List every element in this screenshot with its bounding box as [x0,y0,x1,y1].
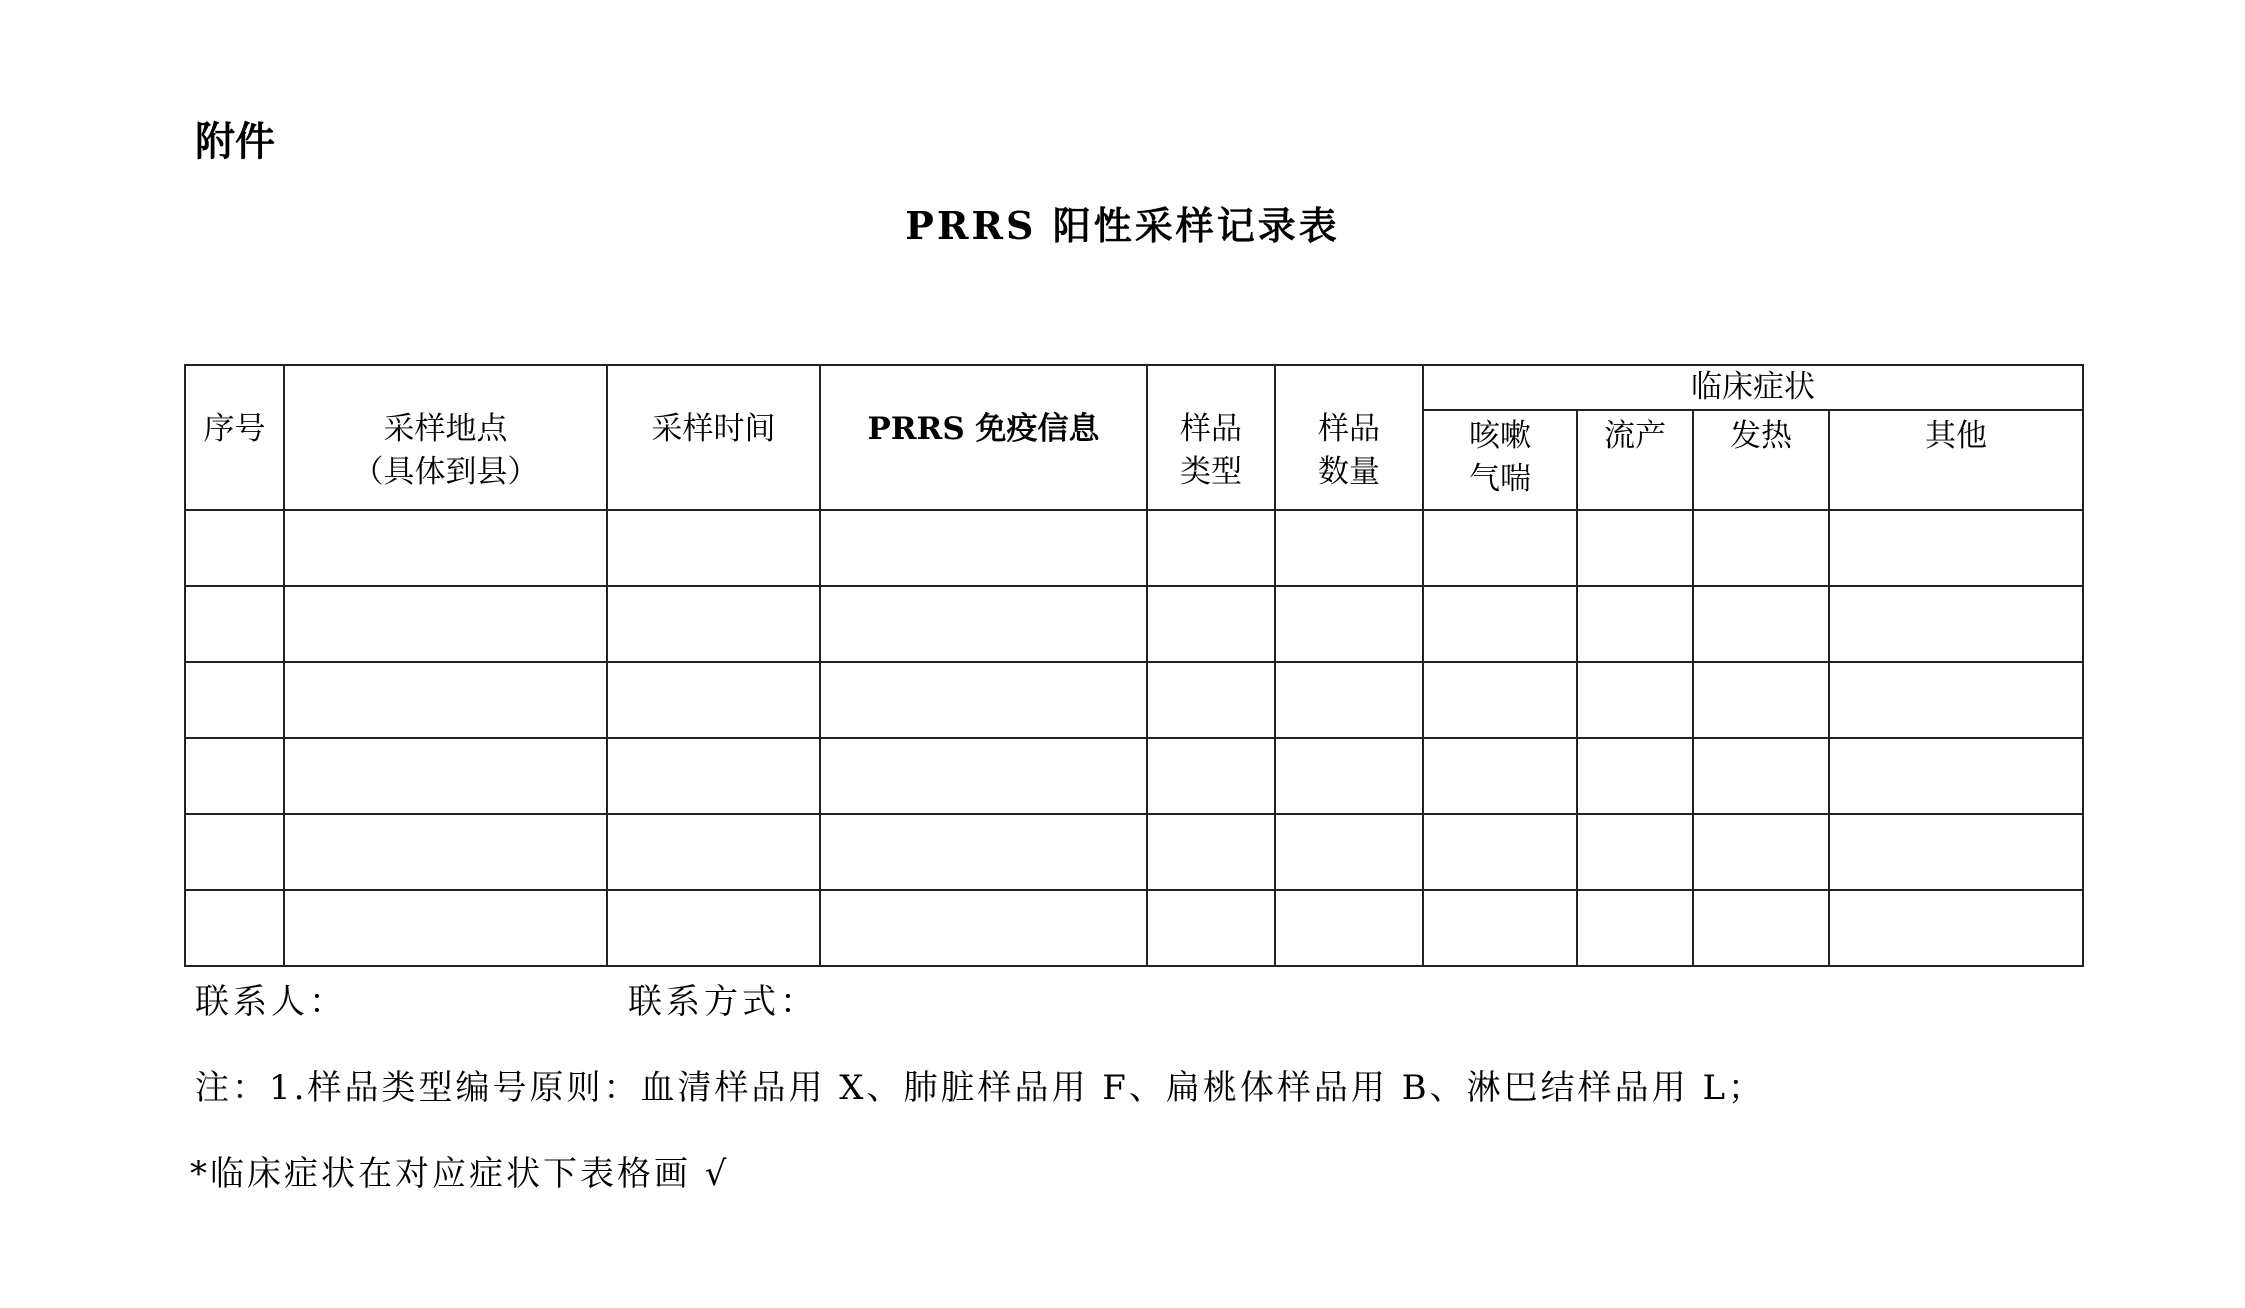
table-row [185,586,2083,662]
table-cell[interactable] [1693,814,1829,890]
table-row [185,510,2083,586]
table-cell[interactable] [1829,890,2083,966]
table-cell[interactable] [820,738,1147,814]
table-cell[interactable] [1693,510,1829,586]
header-fever: 发热 [1693,410,1829,510]
table-cell[interactable] [284,586,607,662]
table-cell[interactable] [820,510,1147,586]
table-cell[interactable] [1423,586,1577,662]
table-cell[interactable] [1275,738,1423,814]
table-cell[interactable] [284,662,607,738]
table-cell[interactable] [1577,814,1693,890]
header-other: 其他 [1829,410,2083,510]
table-cell[interactable] [1829,738,2083,814]
table-cell[interactable] [1275,890,1423,966]
table-cell[interactable] [820,814,1147,890]
table-cell[interactable] [820,662,1147,738]
table-cell[interactable] [185,738,284,814]
table-cell[interactable] [1423,738,1577,814]
header-clinical-symptoms: 临床症状 [1423,365,2083,410]
table-cell[interactable] [1147,890,1275,966]
header-sample-count: 样品 数量 [1275,365,1423,510]
table-cell[interactable] [1147,586,1275,662]
table-cell[interactable] [185,662,284,738]
document-title: PRRS 阳性采样记录表 [905,203,1340,248]
header-seq: 序号 [185,365,284,510]
table-cell[interactable] [1147,662,1275,738]
header-immunization: PRRS 免疫信息 [820,365,1147,510]
table-cell[interactable] [1275,662,1423,738]
table-cell[interactable] [1147,510,1275,586]
symptom-note: *临床症状在对应症状下表格画 √ [190,1154,730,1194]
sampling-record-table [184,364,2084,967]
table-cell[interactable] [820,586,1147,662]
table-row [185,890,2083,966]
table-cell[interactable] [1577,510,1693,586]
header-cough: 咳嗽 气喘 [1423,410,1577,510]
table-cell[interactable] [607,586,820,662]
table-cell[interactable] [284,510,607,586]
table-cell[interactable] [185,586,284,662]
table-cell[interactable] [185,510,284,586]
table-row [185,738,2083,814]
table-cell[interactable] [1829,662,2083,738]
table-cell[interactable] [284,738,607,814]
table-cell[interactable] [185,890,284,966]
table-cell[interactable] [1577,662,1693,738]
table-cell[interactable] [1693,738,1829,814]
table-cell[interactable] [820,890,1147,966]
table-cell[interactable] [1275,814,1423,890]
table-cell[interactable] [1275,586,1423,662]
header-row-top [185,365,2083,410]
table-cell[interactable] [1577,738,1693,814]
table-cell[interactable] [1147,814,1275,890]
contact-person-label: 联系人： [195,982,347,1022]
header-sample-type: 样品 类型 [1147,365,1275,510]
table-cell[interactable] [607,510,820,586]
table-cell[interactable] [607,738,820,814]
table-row [185,814,2083,890]
header-abortion: 流产 [1577,410,1693,510]
table-cell[interactable] [1829,814,2083,890]
table-cell[interactable] [1829,510,2083,586]
table-cell[interactable] [1147,738,1275,814]
table-cell[interactable] [1423,662,1577,738]
table-cell[interactable] [607,662,820,738]
contact-method-label: 联系方式： [628,982,818,1022]
table-cell[interactable] [1693,890,1829,966]
table-cell[interactable] [1693,586,1829,662]
table-cell[interactable] [607,890,820,966]
header-location: 采样地点 （具体到县） [284,365,607,510]
table-cell[interactable] [284,890,607,966]
table-body [185,510,2083,966]
table-cell[interactable] [1275,510,1423,586]
table-cell[interactable] [1423,890,1577,966]
sample-type-note: 注：1.样品类型编号原则：血清样品用 X、肺脏样品用 F、扁桃体样品用 B、淋巴结样品用 L； [195,1068,1766,1108]
table-cell[interactable] [185,814,284,890]
table-cell[interactable] [284,814,607,890]
attachment-label: 附件 [195,119,275,165]
table-cell[interactable] [1693,662,1829,738]
table-cell[interactable] [1423,814,1577,890]
table-row [185,662,2083,738]
table-cell[interactable] [1829,586,2083,662]
table-cell[interactable] [1577,586,1693,662]
table-cell[interactable] [607,814,820,890]
table-cell[interactable] [1423,510,1577,586]
header-time: 采样时间 [607,365,820,510]
table-cell[interactable] [1577,890,1693,966]
